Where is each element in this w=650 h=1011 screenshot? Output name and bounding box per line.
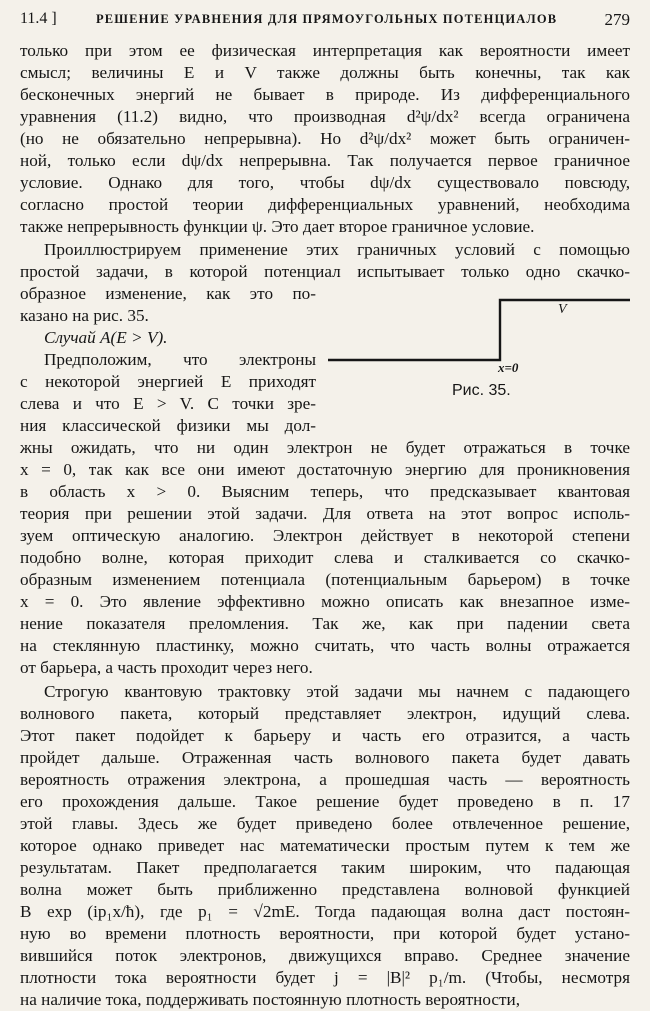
text-line: зуем оптическую аналогию. Электрон действует в некоторой степени <box>20 526 630 545</box>
text-line: B exp (ip₁x/ħ), где p₁ = √2mE. Тогда падающая волна даст постоян- <box>20 902 630 921</box>
potential-step-line <box>328 300 630 360</box>
text-line: ния классической физики мы дол- <box>20 416 316 435</box>
section-number: 11.4 ] <box>20 10 57 27</box>
text-line: подобно волне, которая приходит слева и сталкивается со скачко- <box>20 548 630 567</box>
text-line: казано на рис. 35. <box>20 306 149 325</box>
text-line: ную во времени плотность вероятности, при которой будет устано- <box>20 924 630 943</box>
text-line: волнового пакета, который представляет электрон, идущий слева. <box>20 704 630 723</box>
text-line: от барьера, а часть проходит через него. <box>20 658 313 677</box>
text-line: на стеклянную пластинку, можно считать, что часть волны отражается <box>20 636 630 655</box>
text-line: которое однако приведет нас математически простым путем к тем же <box>20 836 630 855</box>
text-line: пройдет дальше. Отраженная часть волнового пакета будет давать <box>20 748 630 767</box>
text-line: также непрерывность функции ψ. Это дает второе граничное условие. <box>20 217 535 236</box>
text-line: на наличие тока, поддерживать постоянную плотность вероятности, <box>20 990 520 1009</box>
text-line: результатам. Пакет предполагается таким широким, что падающая <box>20 858 630 877</box>
text-line: жны ожидать, что ни один электрон не будет отражаться в точке <box>20 438 630 457</box>
running-header <box>20 8 630 32</box>
text-line: бесконечных энергий не бывает в природе. Из дифференциального <box>20 85 630 104</box>
text-line: волна может быть приближенно представлена волновой функцией <box>20 880 630 899</box>
text-line: смысл; величины E и V также должны быть конечны, так как <box>20 63 630 82</box>
text-line: нение показателя преломления. Так же, как при падении света <box>20 614 630 633</box>
text-line: x = 0, так как все они имеют достаточную энергию для проникновения <box>20 460 630 479</box>
text-line: Предположим, что электроны <box>44 350 316 369</box>
text-line: в область x > 0. Выясним теперь, что предсказывает квантовая <box>20 482 630 501</box>
text-line: вероятность отражения электрона, а прошедшая часть — вероятность <box>20 770 630 789</box>
origin-label: x=0 <box>498 360 519 375</box>
text-line: Этот пакет подойдет к барьеру и часть его отразится, а часть <box>20 726 630 745</box>
potential-step-diagram <box>326 290 632 380</box>
potential-label: V <box>558 302 567 317</box>
figure-caption: Рис. 35. <box>452 382 511 399</box>
text-line: x = 0. Это явление эффективно можно описать как внезапное изме- <box>20 592 630 611</box>
text-line: согласно простой теории дифференциальных уравнений, необходима <box>20 195 630 214</box>
text-line: условие. Однако для того, чтобы dψ/dx существовало повсюду, <box>20 173 630 192</box>
text-line: его прохождения дальше. Такое решение будет проведено в п. 17 <box>20 792 630 811</box>
text-line: с некоторой энергией E приходят <box>20 372 316 391</box>
text-line: образным изменением потенциала (потенциальным барьером) в точке <box>20 570 630 589</box>
running-title: РЕШЕНИЕ УРАВНЕНИЯ ДЛЯ ПРЯМОУГОЛЬНЫХ ПОТЕНЦИАЛОВ <box>96 12 558 26</box>
case-heading: Случай A(E > V). <box>44 328 168 347</box>
text-line: слева и что E > V. С точки зре- <box>20 394 316 413</box>
text-line: образное изменение, как это по- <box>20 284 316 303</box>
figure-35 <box>326 290 632 405</box>
text-line: ной, только если dψ/dx непрерывна. Так получается первое граничное <box>20 151 630 170</box>
text-line: простой задачи, в которой потенциал испытывает только одно скачко- <box>20 262 630 281</box>
text-line: вившийся поток электронов, движущихся вправо. Среднее значение <box>20 946 630 965</box>
text-line: уравнения (11.2) видно, что производная d²ψ/dx² всегда ограничена <box>20 107 630 126</box>
text-line: теория при решении этой задачи. Для ответа на этот вопрос исполь- <box>20 504 630 523</box>
text-line: только при этом ее физическая интерпретация как вероятности имеет <box>20 41 630 60</box>
text-line: Проиллюстрируем применение этих граничных условий с помощью <box>44 240 630 259</box>
text-line: (но не обязательно непрерывна). Но d²ψ/dx² может быть ограничен- <box>20 129 630 148</box>
text-line: Строгую квантовую трактовку этой задачи мы начнем с падающего <box>44 682 630 701</box>
text-line: этой главы. Здесь же будет приведено более отвлеченное решение, <box>20 814 630 833</box>
text-line: плотности тока вероятности будет j = |B|² p₁/m. (Чтобы, несмотря <box>20 968 630 987</box>
page-number: 279 <box>604 10 630 29</box>
